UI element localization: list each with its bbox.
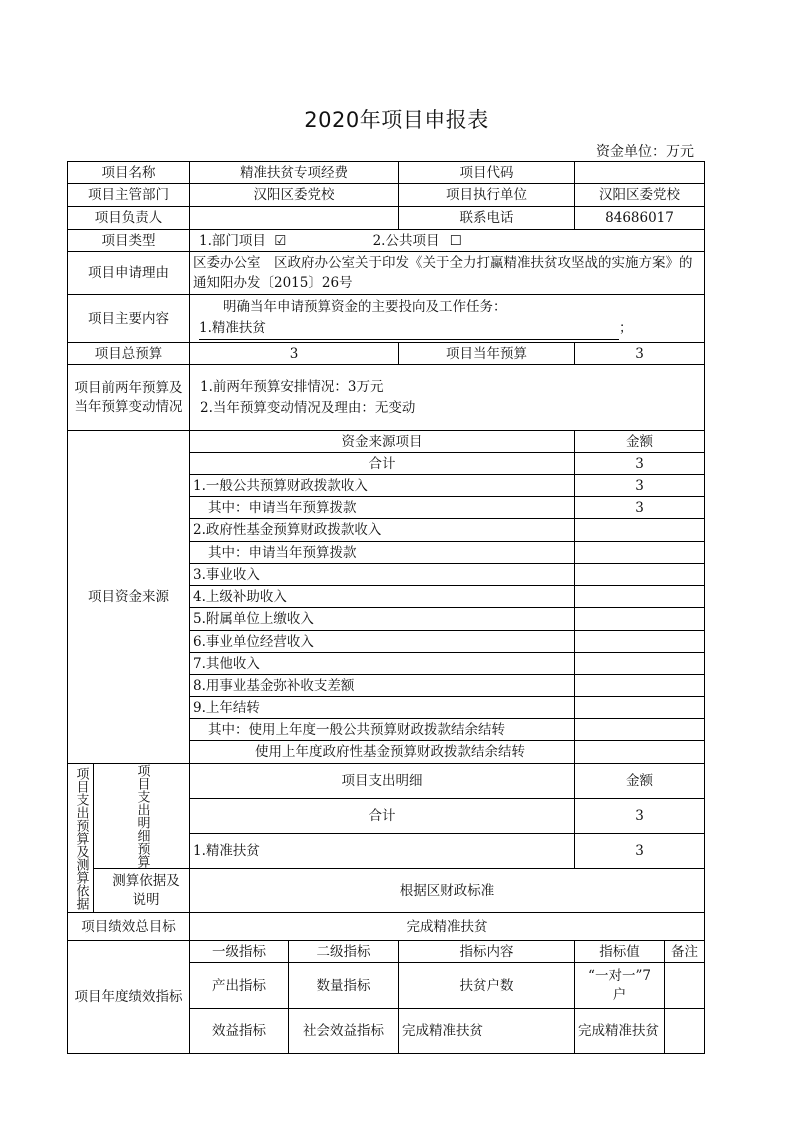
label-phone: 联系电话 [399,207,575,230]
project-application-form [67,161,705,1054]
expense-amount: 3 [575,799,705,834]
funding-amount [575,719,705,741]
content-intro: 明确当年申请预算资金的主要投向及工作任务： [223,299,507,315]
perf-content: 完成精准扶贫 [399,1009,575,1054]
perf-level1: 效益指标 [190,1009,289,1054]
funding-amount [575,675,705,697]
perf-note [665,963,705,1009]
funding-item: 3.事业收入 [190,564,575,586]
label-content: 项目主要内容 [68,295,190,343]
prev-line2: 2.当年预算变动情况及理由：无变动 [200,399,416,416]
value-prev-budget [190,365,705,431]
perf-level1: 产出指标 [190,963,289,1009]
type-option-public: 2.公共项目 [372,232,440,249]
label-goal: 项目绩效总目标 [68,913,190,941]
label-basis: 测算依据及说明 [94,869,190,913]
label-total-budget: 项目总预算 [68,343,190,365]
label-project-name: 项目名称 [68,162,190,184]
value-exec-unit: 汉阳区委党校 [575,184,705,207]
funding-item: 合计 [190,453,575,475]
label-department: 项目主管部门 [68,184,190,207]
perf-note [665,1009,705,1054]
expense-amount: 3 [575,834,705,869]
row-budget [68,343,705,365]
funding-item: 6.事业单位经营收入 [190,631,575,653]
value-reason: 区委办公室 区政府办公室关于印发《关于全力打赢精准扶贫攻坚战的实施方案》的通知阳办发〔2015〕26号 [190,252,705,295]
unchecked-box-icon[interactable]: ☐ [449,232,462,249]
label-owner: 项目负责人 [68,207,190,230]
expense-basis-row [68,869,705,913]
label-annual-perf: 项目年度绩效指标 [68,941,190,1054]
funding-amount [575,542,705,564]
funding-amount [575,653,705,675]
perf-level2: 数量指标 [289,963,399,1009]
perf-header-content: 指标内容 [399,941,575,963]
value-owner [190,207,399,230]
value-current-budget: 3 [575,343,705,365]
funding-item: 其中：申请当年预算拨款 [190,542,575,564]
value-basis: 根据区财政标准 [190,869,705,913]
funding-item: 其中：使用上年度一般公共预算财政拨款结余结转 [190,719,575,741]
perf-header-row [68,941,705,963]
perf-content: 扶贫户数 [399,963,575,1009]
funding-item: 使用上年度政府性基金预算财政拨款结余结转 [190,741,575,764]
label-expense-inner: 项目支出明细预算 [94,764,190,869]
page-title: 2020年项目申报表 [304,108,489,132]
funding-amount [575,564,705,586]
funding-amount [575,697,705,719]
funding-item: 2.政府性基金预算财政拨款收入 [190,519,575,542]
funding-item: 9.上年结转 [190,697,575,719]
perf-level2: 社会效益指标 [289,1009,399,1054]
value-phone: 84686017 [575,207,705,230]
label-funding-source: 项目资金来源 [68,431,190,764]
value-project-name: 精准扶贫专项经费 [190,162,399,184]
label-current-budget: 项目当年预算 [399,343,575,365]
funding-amount [575,586,705,608]
label-prev-budget: 项目前两年预算及当年预算变动情况 [68,365,190,431]
row-owner [68,207,705,230]
label-exec-unit: 项目执行单位 [399,184,575,207]
content-item: 1.精准扶贫 [199,318,619,340]
label-reason: 项目申请理由 [68,252,190,295]
label-project-code: 项目代码 [399,162,575,184]
row-prev-budget [68,365,705,431]
row-content [68,295,705,343]
perf-header-level1: 一级指标 [190,941,289,963]
row-department [68,184,705,207]
funding-item: 其中：申请当年预算拨款 [190,497,575,519]
row-project-name [68,162,705,184]
funding-item: 5.附属单位上缴收入 [190,608,575,631]
funding-amount: 3 [575,475,705,497]
funding-amount [575,519,705,542]
expense-header-amount: 金额 [575,764,705,799]
label-expense-outer: 项目支出预算及测算依据 [68,764,94,913]
type-option-dept: 1.部门项目 [199,232,266,249]
value-total-budget: 3 [190,343,399,365]
label-project-type: 项目类型 [68,230,190,252]
value-department: 汉阳区委党校 [190,184,399,207]
funding-amount: 3 [575,453,705,475]
value-goal: 完成精准扶贫 [190,913,705,941]
funding-amount: 3 [575,497,705,519]
funding-header-amount: 金额 [575,431,705,453]
funding-item: 7.其他收入 [190,653,575,675]
currency-unit: 资金单位：万元 [596,144,694,160]
funding-amount [575,631,705,653]
perf-header-value: 指标值 [575,941,665,963]
content-end: ； [619,320,633,336]
perf-value: “一对一”7户 [575,963,665,1009]
funding-item: 4.上级补助收入 [190,586,575,608]
funding-item: 8.用事业基金弥补收支差额 [190,675,575,697]
value-project-code [575,162,705,184]
funding-amount [575,608,705,631]
perf-header-note: 备注 [665,941,705,963]
funding-header-row [68,431,705,453]
expense-item: 合计 [190,799,575,834]
funding-header-item: 资金来源项目 [190,431,575,453]
prev-line1: 1.前两年预算安排情况：3万元 [200,378,384,395]
perf-value: 完成精准扶贫 [575,1009,665,1054]
checked-box-icon[interactable]: ☑ [274,232,287,249]
expense-header-item: 项目支出明细 [190,764,575,799]
value-content [190,295,705,343]
row-project-type [68,230,705,252]
funding-amount [575,741,705,764]
perf-header-level2: 二级指标 [289,941,399,963]
row-reason [68,252,705,295]
value-project-type [190,230,705,252]
expense-header-row [68,764,705,799]
goal-row [68,913,705,941]
funding-item: 1.一般公共预算财政拨款收入 [190,475,575,497]
expense-item: 1.精准扶贫 [190,834,575,869]
